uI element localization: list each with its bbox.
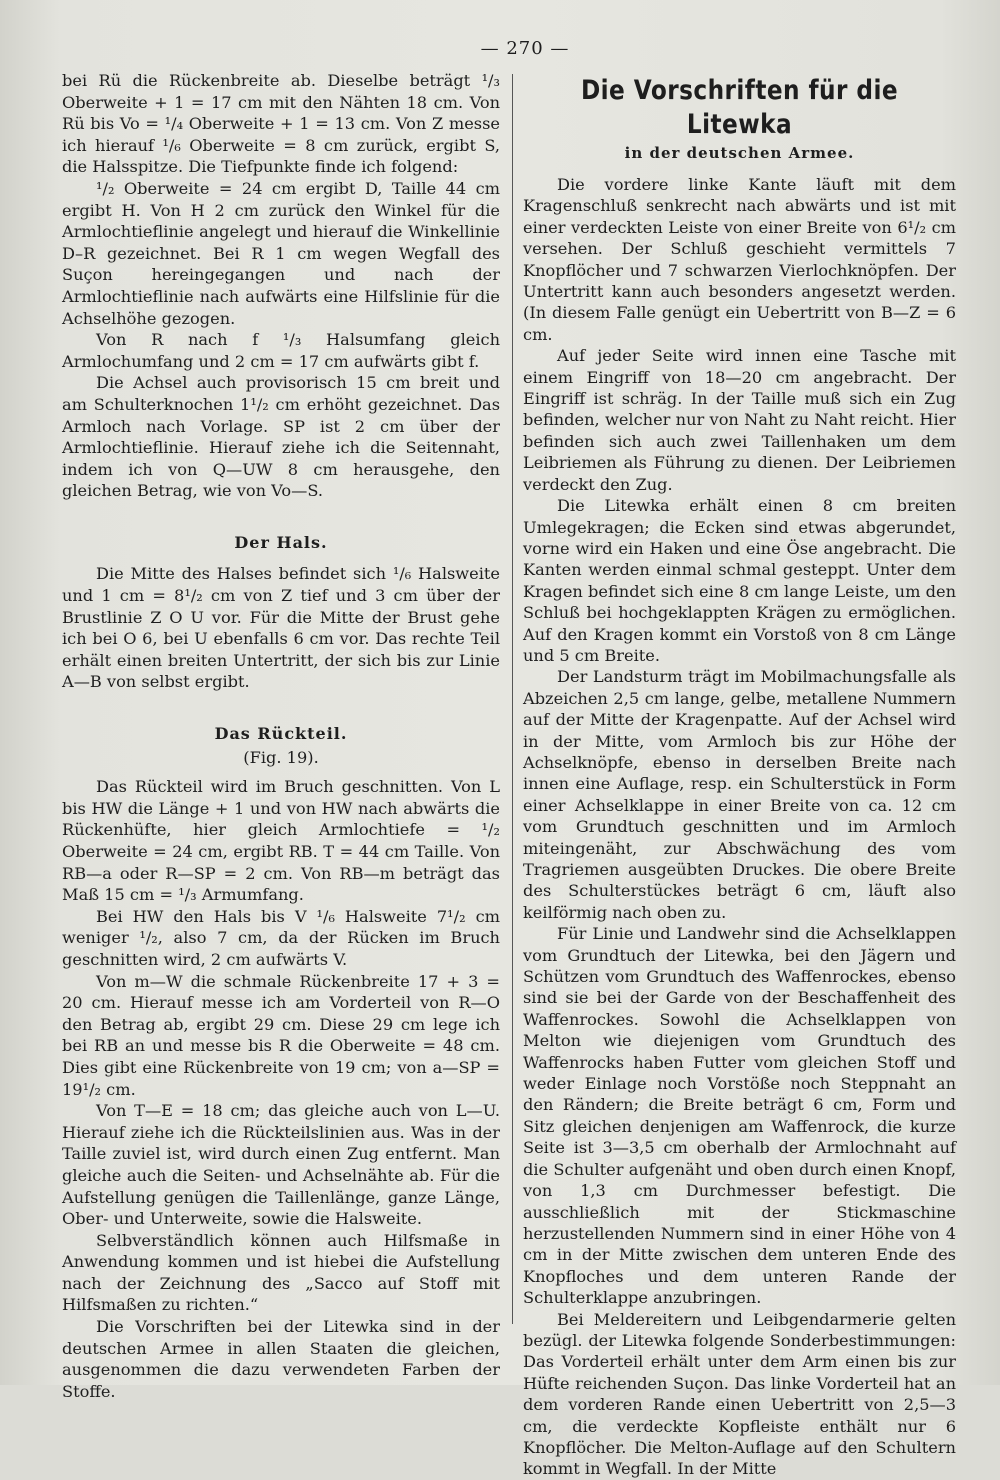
right-column	[523, 70, 956, 1480]
paragraph: Der Landsturm trägt im Mobilmachungsfalle als Abzeichen 2,5 cm lange, gelbe, metallene Nummern auf der Mitte der Kragenpatte. Auf der Achsel wird in der Mitte, vom Armloch bis zur Höhe der Achselknöpfe, ebenso in derselben Breite nach innen eine Auflage, resp. ein Schulterstück in Form einer Achselklappe in einer Breite von ca. 12 cm vom Grundtuch geschnitten und im Armloch miteingenäht, zur Abschwächung des vom Tragriemen ausgeübten Druckes. Die obere Breite des Schulterstückes beträgt 6 cm, läuft also keilförmig nach oben zu.	[523, 667, 956, 922]
paragraph: Von m—W die schmale Rückenbreite 17 + 3 = 20 cm. Hierauf messe ich am Vorderteil von R—O den Betrag ab, ergibt 29 cm. Diese 29 cm lege ich bei RB an und messe bis R die Oberweite = 48 cm. Dies gibt eine Rückenbreite von 19 cm; von a—SP = 19¹/₂ cm.	[62, 971, 500, 1099]
paragraph: Selbverständlich können auch Hilfsmaße in Anwendung kommen und ist hiebei die Aufstellung nach der Zeichnung des „Sacco auf Stoff mit Hilfsmaßen zu richten.“	[62, 1230, 500, 1315]
paragraph: Für Linie und Landwehr sind die Achselklappen vom Grundtuch der Litewka, bei den Jägern und Schützen vom Grundtuch des Waffenrockes, ebenso sind sie bei der Garde von der Beschaffenheit des Waffenrockes. Sowohl die Achselklappen von Melton wie diejenigen vom Grundtuch des Waffenrocks haben Futter vom gleichen Stoff und weder Einlage noch Vorstöße noch Steppnaht an den Rändern; die Breite beträgt 6 cm, Form und Sitz gleichen denjenigen am Waffenrock, die kurze Seite ist 3—3,5 cm oberhalb der Armlochnaht auf die Schulter aufgenäht und oben durch einen Knopf, von 1,3 cm Durchmesser befestigt. Die ausschließlich mit der Stickmaschine herzustellenden Nummern sind in einer Höhe von 4 cm in der Mitte zwischen dem unteren Ende des Knopfloches und dem unteren Rande der Schulterklappe anzubringen.	[523, 924, 956, 1308]
figure-reference: (Fig. 19).	[243, 747, 319, 767]
paragraph: bei Rü die Rückenbreite ab. Dieselbe beträgt ¹/₃ Oberweite + 1 = 17 cm mit den Nähten 18 cm. Von Rü bis Vo = ¹/₄ Oberweite + 1 = 13 cm. Von Z messe ich hierauf ¹/₆ Oberweite = 8 cm zurück, ergibt S, die Halsspitze. Die Tiefpunkte finde ich folgend:	[62, 71, 500, 177]
paragraph: Die Achsel auch provisorisch 15 cm breit und am Schulterknochen 1¹/₂ cm erhöht gezeichnet. Das Armloch nach Vorlage. SP ist 2 cm über der Armlochtieflinie. Hierauf ziehe ich die Seitennaht, indem ich von Q—UW 8 cm herausgehe, den gleichen Betrag, wie von Vo—S.	[62, 373, 500, 501]
paragraph: Die vordere linke Kante läuft mit dem Kragenschluß senkrecht nach abwärts und ist mit einer verdeckten Leiste von einer Breite von 6¹/₂ cm versehen. Der Schluß geschieht vermittels 7 Knopflöcher und 7 schwarzen Vierlochknöpfen. Der Untertritt kann auch besonders angesetzt werden. (In diesem Falle genügt ein Uebertritt von B—Z = 6 cm.	[523, 175, 956, 344]
paragraph: Die Mitte des Halses befindet sich ¹/₆ Halsweite und 1 cm = 8¹/₂ cm von Z tief und 3 cm über der Brustlinie Z O U vor. Für die Mitte der Brust gehe ich bei O 6, bei U ebenfalls 6 cm vor. Das rechte Teil erhält einen breiten Untertritt, der sich bis zur Linie A—B von selbst ergibt.	[62, 564, 500, 692]
section-heading-rueckteil: Das Rückteil.	[214, 724, 348, 744]
left-column	[62, 70, 500, 1402]
column-divider	[512, 74, 513, 1324]
page-number: — 270 —	[480, 38, 570, 59]
section-heading-hals: Der Hals.	[234, 532, 328, 552]
paragraph: Von R nach f ¹/₃ Halsumfang gleich Armlochumfang und 2 cm = 17 cm aufwärts gibt f.	[62, 330, 500, 371]
paragraph: Auf jeder Seite wird innen eine Tasche mit einem Eingriff von 18—20 cm angebracht. Der Eingriff ist schräg. In der Taille muß sich ein Zug befinden, welcher nur von Naht zu Naht reicht. Hier befinden sich auch zwei Taillenhaken um dem Leibriemen als Führung zu dienen. Der Leibriemen verdeckt den Zug.	[523, 346, 956, 494]
paragraph: Bei Meldereitern und Leibgendarmerie gelten bezügl. der Litewka folgende Sonderbestimmungen: Das Vorderteil erhält unter dem Arm einen bis zur Hüfte reichenden Suçon. Das linke Vorderteil hat an dem vorderen Rande einen Uebertritt von 2,5—3 cm, die verdeckte Kopfleiste enthält nur 6 Knopflöcher. Die Melton-Auflage auf den Schultern kommt in Wegfall. In der Mitte	[523, 1309, 956, 1479]
paragraph: Die Litewka erhält einen 8 cm breiten Umlegekragen; die Ecken sind etwas abgerundet, vorne wird ein Haken und eine Öse angebracht. Die Kanten werden einmal schmal gesteppt. Unter dem Kragen befindet sich eine 8 cm lange Leiste, um den Schluß bei hochgeklappten Krägen zu ermöglichen. Auf den Kragen kommt ein Vorstoß von 8 cm Länge und 5 cm Breite.	[523, 496, 956, 665]
article-title: Die Vorschriften für die Litewka	[580, 75, 899, 140]
article-subtitle: in der deutschen Armee.	[624, 144, 855, 162]
paragraph: Die Vorschriften bei der Litewka sind in der deutschen Armee in allen Staaten die gleichen, ausgenommen die dazu verwendeten Farben der Stoffe.	[62, 1317, 500, 1401]
paragraph: Das Rückteil wird im Bruch geschnitten. Von L bis HW die Länge + 1 und von HW nach abwärts die Rückenhüfte, hier gleich Armlochtiefe = ¹/₂ Oberweite = 24 cm, ergibt RB. T = 44 cm Taille. Von RB—a oder R—SP = 2 cm. Von RB—m beträgt das Maß 15 cm = ¹/₃ Armumfang.	[62, 777, 500, 905]
paragraph: Von T—E = 18 cm; das gleiche auch von L—U. Hierauf ziehe ich die Rückteilslinien aus. Was in der Taille zuviel ist, wird durch einen Zug entfernt. Man gleiche auch die Seiten- und Achselnähte ab. Für die Aufstellung genügen die Taillenlänge, ganze Länge, Ober- und Unterweite, sowie die Halsweite.	[62, 1101, 500, 1229]
paragraph: ¹/₂ Oberweite = 24 cm ergibt D, Taille 44 cm ergibt H. Von H 2 cm zurück den Winkel für die Armlochtieflinie angelegt und hierauf die Winkellinie D–R gezeichnet. Bei R 1 cm wegen Wegfall des Suçon hereingegangen und nach der Armlochtieflinie nach aufwärts eine Hilfslinie für die Achselhöhe gezogen.	[62, 178, 500, 328]
paragraph: Bei HW den Hals bis V ¹/₆ Halsweite 7¹/₂ cm weniger ¹/₂, also 7 cm, da der Rücken im Bruch geschnitten wird, 2 cm aufwärts V.	[62, 906, 500, 969]
